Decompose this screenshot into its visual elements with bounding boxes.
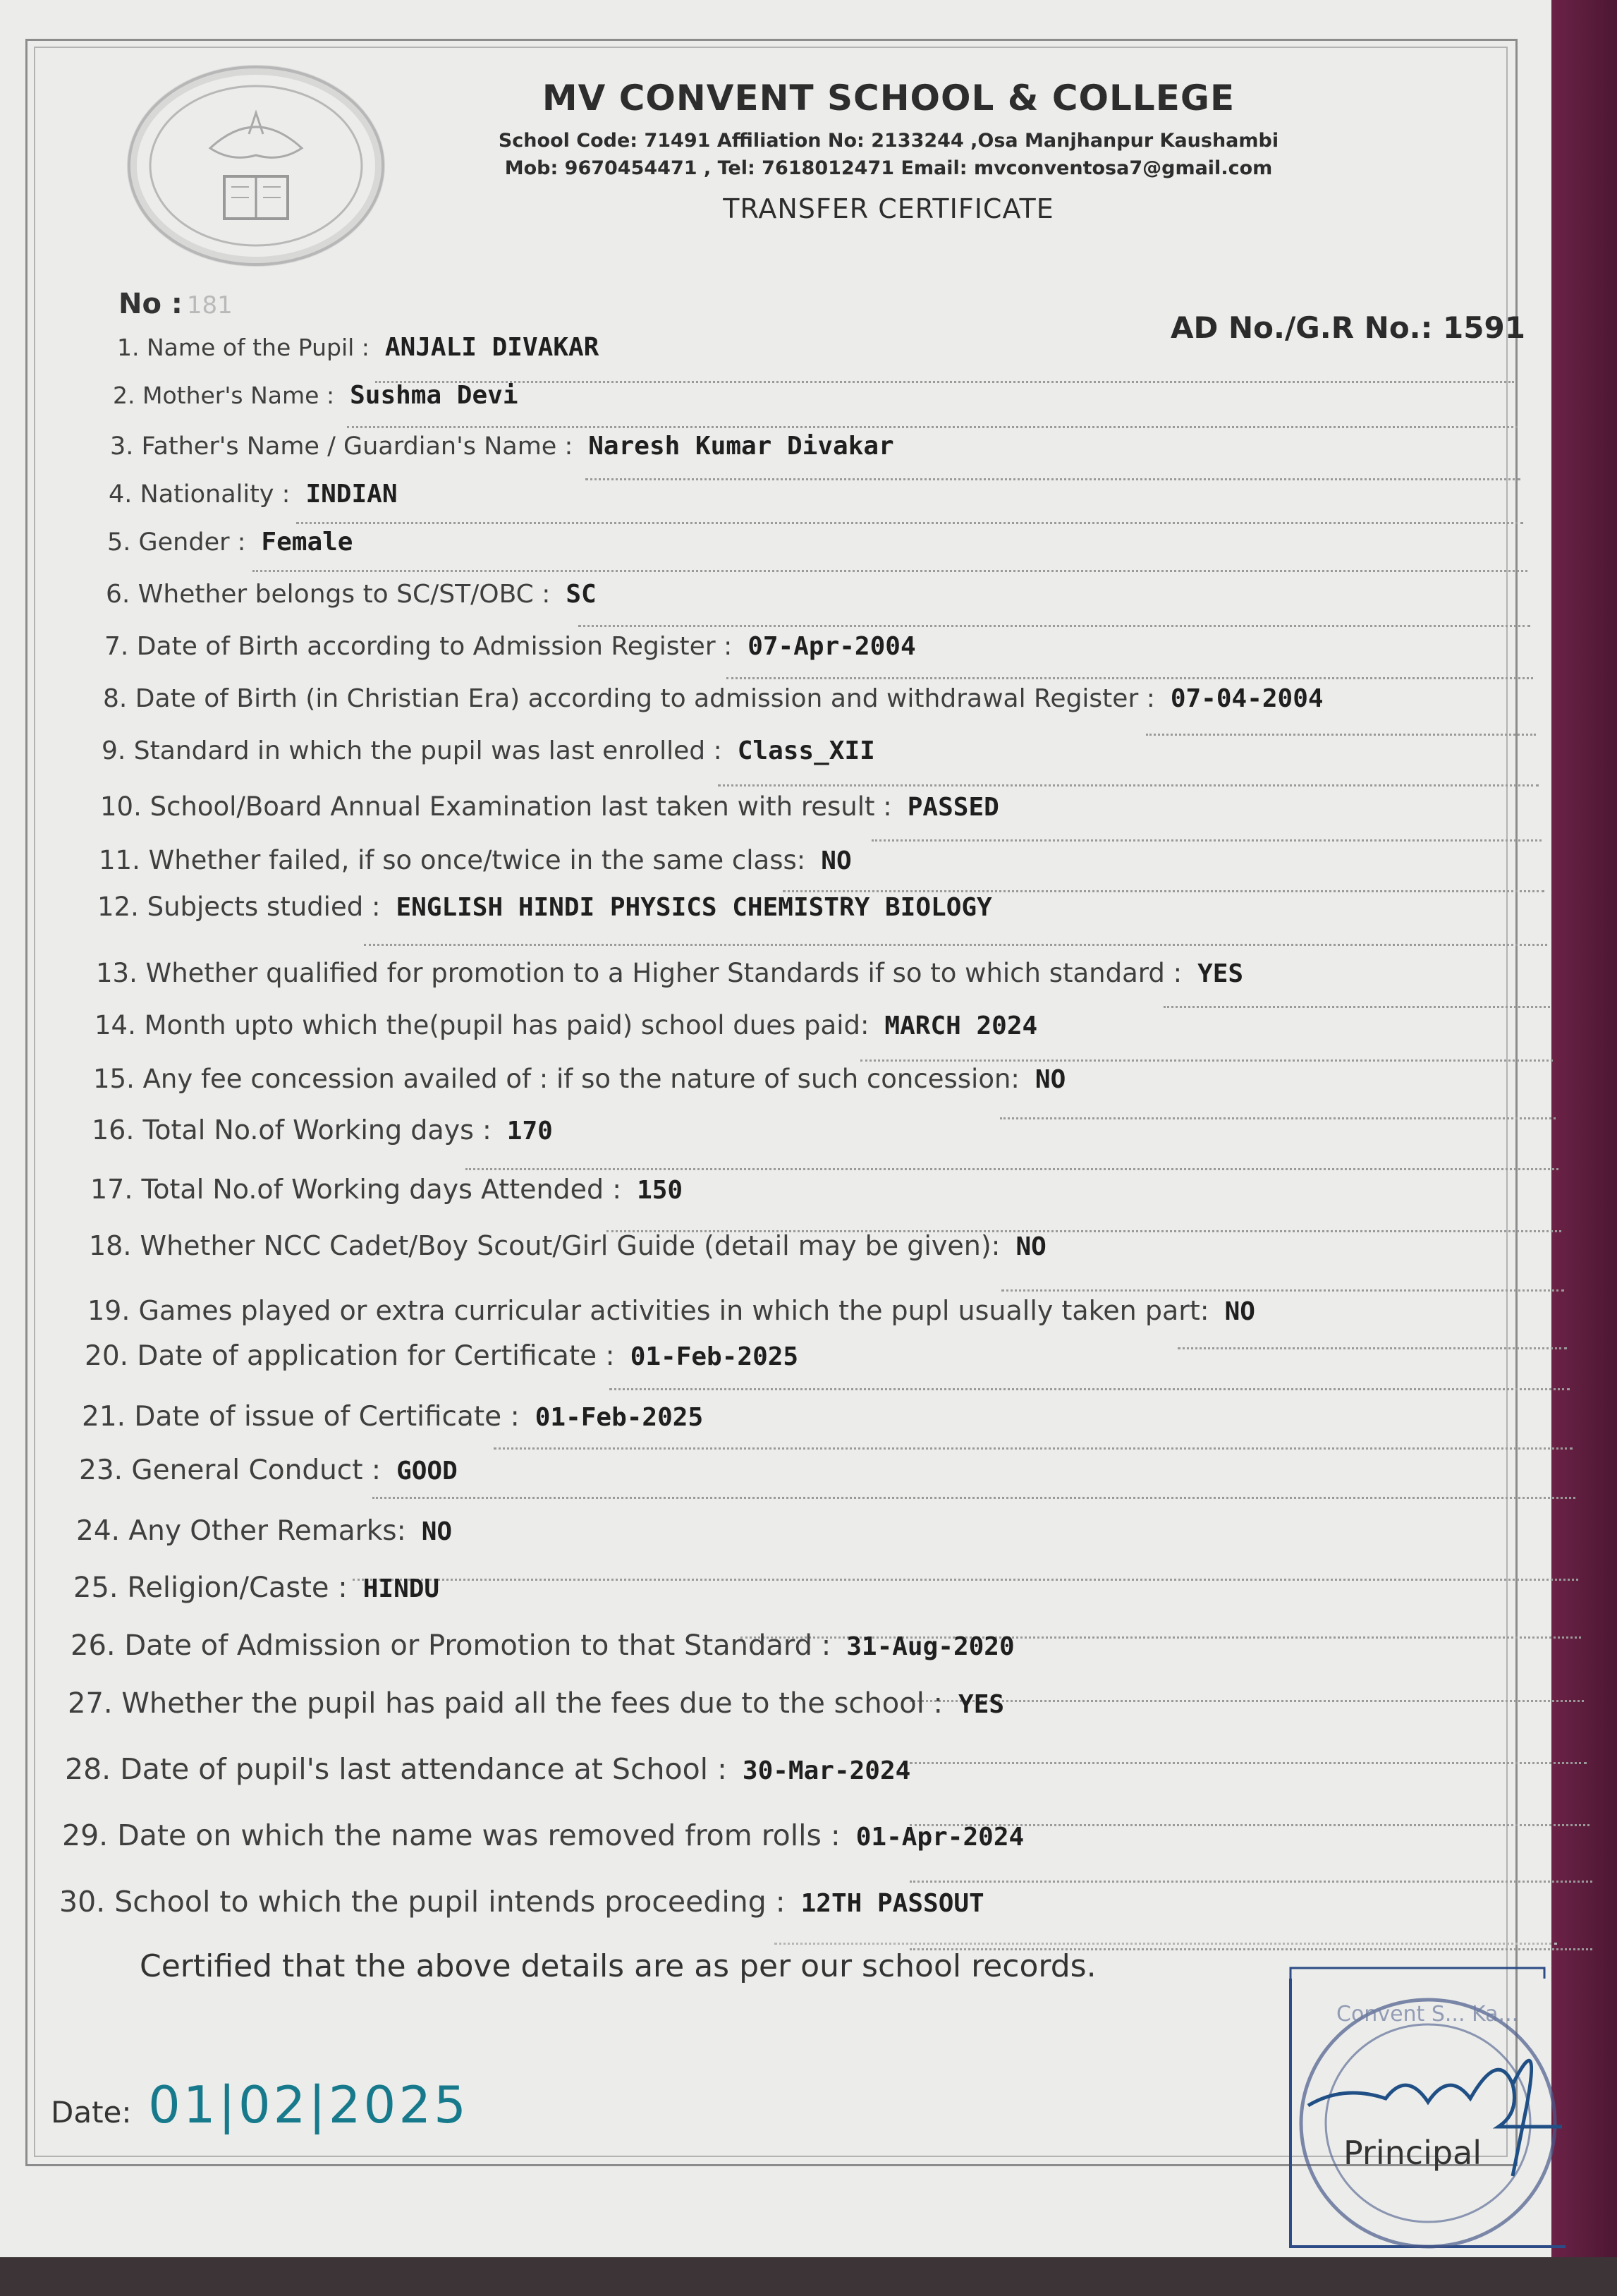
field-value: PASSED: [907, 793, 999, 822]
field-row: [113, 381, 518, 410]
field-value: ANJALI DIVAKAR: [384, 333, 599, 362]
field-row: [90, 1174, 683, 1205]
field-value: HINDU: [362, 1574, 440, 1603]
field-label: 23. General Conduct :: [79, 1454, 382, 1486]
school-contact: Mob: 9670454471 , Tel: 7618012471 Email: mvconventosa7@gmail.com: [504, 157, 1273, 179]
field-underline: [296, 522, 1523, 524]
field-value: 07-04-2004: [1170, 684, 1324, 713]
field-underline: [1000, 1117, 1556, 1119]
field-underline: [910, 1762, 1587, 1764]
field-label: 4. Nationality :: [109, 480, 291, 509]
field-label: 2. Mother's Name :: [113, 382, 335, 409]
field-label: 9. Standard in which the pupil was last enrolled :: [102, 736, 722, 765]
date-label: Date:: [51, 2095, 132, 2130]
field-value: 01-Feb-2025: [535, 1403, 704, 1432]
field-value: Class_XII: [737, 736, 875, 765]
field-underline: [372, 1497, 1575, 1499]
field-underline: [1146, 734, 1536, 736]
field-value: INDIAN: [305, 480, 398, 509]
field-row: [71, 1629, 1015, 1662]
school-codes: School Code: 71491 Affiliation No: 2133244 ,Osa Manjhanpur Kaushambi: [498, 130, 1279, 152]
principal-stamp-icon: [1287, 1964, 1566, 2261]
field-value: NO: [821, 846, 852, 875]
field-value: ENGLISH HINDI PHYSICS CHEMISTRY BIOLOGY: [396, 893, 992, 922]
field-value: 150: [637, 1176, 683, 1205]
field-row: [89, 1230, 1047, 1261]
field-row: [99, 845, 852, 875]
field-row: [59, 1885, 984, 1919]
field-underline: [585, 478, 1520, 480]
field-label: 25. Religion/Caste :: [73, 1572, 348, 1604]
field-label: 21. Date of issue of Certificate :: [82, 1401, 520, 1433]
field-underline: [910, 1881, 1592, 1883]
field-label: 10. School/Board Annual Examination last taken with result :: [100, 791, 892, 822]
field-label: 15. Any fee concession availed of : if so the nature of such concession:: [93, 1064, 1020, 1094]
field-row: [79, 1454, 458, 1486]
field-underline: [1001, 1289, 1564, 1292]
field-value: SC: [566, 580, 597, 609]
field-value: MARCH 2024: [884, 1012, 1038, 1040]
field-label: 17. Total No.of Working days Attended :: [90, 1174, 622, 1205]
field-label: 30. School to which the pupil intends proceeding :: [59, 1885, 786, 1919]
field-row: [68, 1687, 1004, 1720]
field-label: 20. Date of application for Certificate :: [85, 1340, 615, 1372]
field-row: [87, 1295, 1255, 1326]
field-value: 30-Mar-2024: [742, 1756, 911, 1785]
field-value: NO: [421, 1517, 453, 1546]
field-row: [103, 684, 1324, 713]
field-value: Female: [261, 528, 353, 557]
field-row: [100, 791, 999, 822]
field-value: 12TH PASSOUT: [800, 1889, 984, 1918]
field-value: YES: [958, 1690, 1005, 1719]
field-row: [96, 958, 1243, 988]
field-underline: [1164, 1006, 1550, 1008]
field-row: [110, 432, 894, 461]
field-value: NO: [1035, 1065, 1066, 1094]
field-row: [117, 333, 599, 362]
field-label: 26. Date of Admission or Promotion to that Standard :: [71, 1629, 831, 1662]
field-value: 31-Aug-2020: [846, 1632, 1015, 1661]
field-label: 6. Whether belongs to SC/ST/OBC :: [106, 580, 551, 609]
field-row: [76, 1515, 452, 1547]
field-value: GOOD: [396, 1457, 458, 1486]
field-label: 16. Total No.of Working days :: [92, 1114, 492, 1146]
field-label: 8. Date of Birth (in Christian Era) according to admission and withdrawal Register :: [103, 684, 1155, 713]
field-row: [107, 528, 353, 557]
field-underline: [726, 677, 1533, 679]
field-label: 12. Subjects studied :: [97, 892, 381, 922]
field-label: 5. Gender :: [107, 528, 246, 557]
field-label: 1. Name of the Pupil :: [117, 334, 370, 361]
field-underline: [860, 1059, 1553, 1062]
field-underline: [718, 784, 1539, 786]
field-row: [85, 1340, 798, 1372]
field-row: [93, 1064, 1066, 1094]
field-value: 07-Apr-2004: [748, 632, 916, 661]
certification-statement: Certified that the above details are as per our school records.: [140, 1948, 1097, 1984]
field-label: 11. Whether failed, if so once/twice in the same class:: [99, 845, 806, 875]
field-underline: [364, 944, 1547, 946]
field-underline: [347, 426, 1518, 428]
field-underline: [872, 839, 1542, 842]
field-label: 29. Date on which the name was removed from rolls :: [62, 1818, 841, 1852]
field-underline: [494, 1447, 1573, 1450]
field-underline: [578, 625, 1530, 627]
field-label: 28. Date of pupil's last attendance at School :: [65, 1752, 727, 1786]
field-label: 3. Father's Name / Guardian's Name :: [110, 432, 573, 461]
field-underline: [465, 1168, 1558, 1170]
field-underline: [1178, 1347, 1567, 1349]
school-name: MV CONVENT SCHOOL & COLLEGE: [542, 78, 1235, 119]
field-value: Naresh Kumar Divakar: [588, 432, 894, 461]
field-row: [92, 1114, 553, 1146]
field-underline: [774, 1943, 1557, 1945]
field-value: NO: [1224, 1297, 1255, 1326]
field-underline: [910, 1700, 1584, 1702]
principal-label: Principal: [1343, 2134, 1482, 2172]
field-row: [97, 892, 992, 922]
field-row: [104, 632, 916, 661]
field-row: [73, 1572, 439, 1604]
field-label: 7. Date of Birth according to Admission Register :: [104, 632, 733, 661]
field-label: 14. Month upto which the(pupil has paid) school dues paid:: [94, 1010, 869, 1040]
field-underline: [609, 1388, 1570, 1390]
field-label: 24. Any Other Remarks:: [76, 1515, 406, 1547]
admission-number: AD No./G.R No.: 1591: [1171, 310, 1525, 345]
field-value: NO: [1015, 1232, 1047, 1261]
certificate-title: TRANSFER CERTIFICATE: [723, 193, 1054, 224]
field-row: [82, 1401, 703, 1433]
field-value: YES: [1197, 959, 1244, 988]
field-row: [62, 1818, 1024, 1852]
field-label: 19. Games played or extra curricular activities in which the pupl usually taken part:: [87, 1295, 1209, 1326]
handwritten-date: 01|02|2025: [148, 2075, 469, 2134]
field-label: 13. Whether qualified for promotion to a Higher Standards if so to which standard :: [96, 958, 1183, 988]
field-underline: [353, 1579, 1578, 1581]
field-row: [109, 480, 398, 509]
stamp-text: Convent S... Ka...: [1336, 2002, 1519, 2027]
certificate-number-value: 181: [186, 291, 233, 320]
field-row: [65, 1752, 910, 1786]
field-row: [102, 736, 875, 765]
field-value: 170: [506, 1117, 553, 1146]
field-underline: [375, 381, 1514, 383]
field-value: 01-Apr-2024: [855, 1823, 1025, 1852]
field-label: 27. Whether the pupil has paid all the fees due to the school :: [68, 1687, 944, 1720]
field-value: Sushma Devi: [350, 381, 518, 410]
certificate-number-label: No :: [118, 288, 183, 320]
field-underline: [252, 570, 1527, 572]
field-row: [106, 580, 597, 609]
field-row: [94, 1010, 1037, 1040]
field-value: 01-Feb-2025: [630, 1342, 799, 1371]
field-label: 18. Whether NCC Cadet/Boy Scout/Girl Guide (detail may be given):: [89, 1230, 1001, 1261]
